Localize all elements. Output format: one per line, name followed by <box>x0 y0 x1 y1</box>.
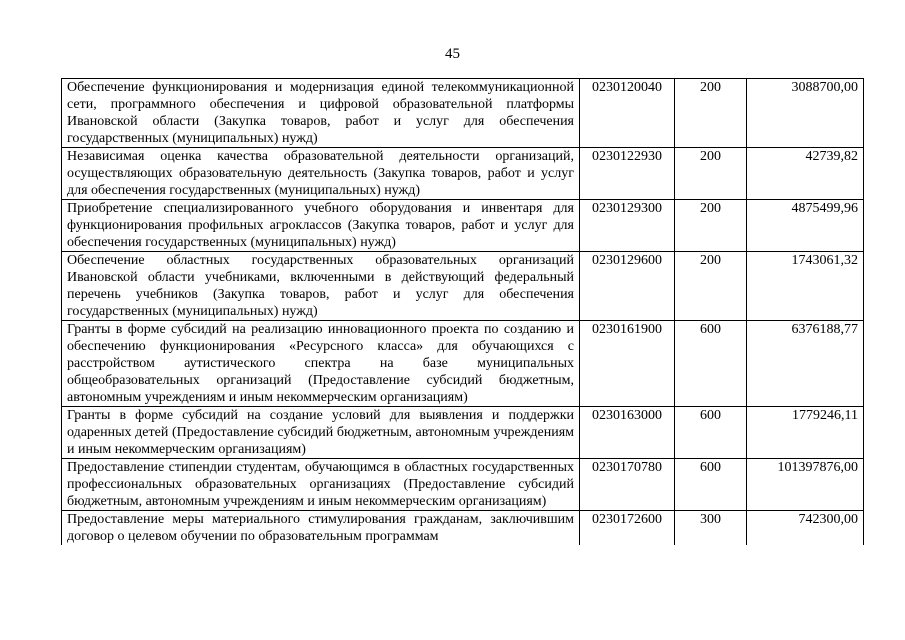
row-amount: 6376188,77 <box>747 321 864 407</box>
row-amount: 1779246,11 <box>747 407 864 459</box>
table-row <box>62 148 864 200</box>
row-kind: 200 <box>675 200 747 252</box>
row-amount: 4875499,96 <box>747 200 864 252</box>
page-number: 45 <box>445 46 460 62</box>
row-name: Предоставление меры материального стимулирования гражданам, заключившим договор о целевом обучении по образовательным программам <box>62 511 580 546</box>
row-amount: 1743061,32 <box>747 252 864 321</box>
row-code: 0230172600 <box>580 511 675 546</box>
row-kind: 200 <box>675 252 747 321</box>
row-name: Обеспечение функционирования и модернизация единой телекоммуникационной сети, программного обеспечения и цифровой образовательной платформы Ивановской области (Закупка товаров, работ и услуг для обеспечения государственных (муниципальных) нужд) <box>62 79 580 148</box>
row-name: Гранты в форме субсидий на создание условий для выявления и поддержки одаренных детей (Предоставление субсидий бюджетным, автономным учреждениям и иным некоммерческим организациям) <box>62 407 580 459</box>
table-row <box>62 200 864 252</box>
row-name: Приобретение специализированного учебного оборудования и инвентаря для функционирования профильных агроклассов (Закупка товаров, работ и услуг для обеспечения государственных (муниципальных) нужд) <box>62 200 580 252</box>
row-amount: 42739,82 <box>747 148 864 200</box>
row-code: 0230161900 <box>580 321 675 407</box>
row-kind: 600 <box>675 321 747 407</box>
table-row <box>62 79 864 148</box>
row-name: Предоставление стипендии студентам, обучающимся в областных государственных профессиональных образовательных организациях (Предоставление субсидий бюджетным, автономным учреждениям и иным некоммерческим организациям) <box>62 459 580 511</box>
row-code: 0230120040 <box>580 79 675 148</box>
table-row <box>62 407 864 459</box>
row-kind: 600 <box>675 407 747 459</box>
row-amount: 3088700,00 <box>747 79 864 148</box>
table-row <box>62 252 864 321</box>
row-kind: 200 <box>675 79 747 148</box>
row-code: 0230129300 <box>580 200 675 252</box>
row-code: 0230163000 <box>580 407 675 459</box>
row-code: 0230122930 <box>580 148 675 200</box>
row-kind: 300 <box>675 511 747 546</box>
row-code: 0230129600 <box>580 252 675 321</box>
row-amount: 742300,00 <box>747 511 864 546</box>
table-row <box>62 321 864 407</box>
budget-table <box>61 78 864 545</box>
row-name: Независимая оценка качества образовательной деятельности организаций, осуществляющих образовательную деятельность (Закупка товаров, работ и услуг для обеспечения государственных (муниципальных) нужд) <box>62 148 580 200</box>
row-amount: 101397876,00 <box>747 459 864 511</box>
row-kind: 200 <box>675 148 747 200</box>
table-row <box>62 511 864 546</box>
row-kind: 600 <box>675 459 747 511</box>
row-name: Гранты в форме субсидий на реализацию инновационного проекта по созданию и обеспечению функционирования «Ресурсного класса» для обучающихся с расстройством аутистического спектра на базе муниципальных общеобразовательных организаций (Предоставление субсидий бюджетным, автономным учреждениям и иным некоммерческим организациям) <box>62 321 580 407</box>
table-row <box>62 459 864 511</box>
row-code: 0230170780 <box>580 459 675 511</box>
row-name: Обеспечение областных государственных образовательных организаций Ивановской области учебниками, включенными в действующий федеральный перечень учебников (Закупка товаров, работ и услуг для обеспечения государственных (муниципальных) нужд) <box>62 252 580 321</box>
